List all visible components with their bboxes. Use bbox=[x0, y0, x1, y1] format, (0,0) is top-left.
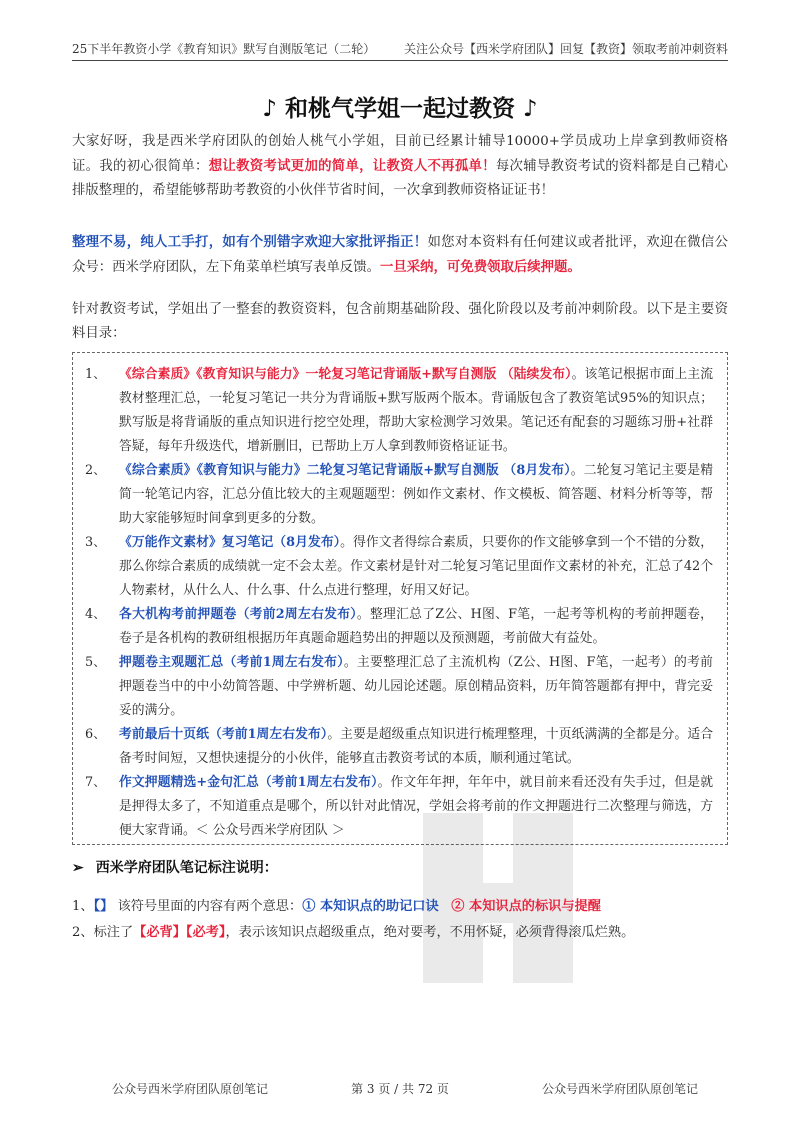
intro-feedback-text: 如您对本资料有任何建议或者批评，欢迎在微信公众号：西米学府团队，左下角菜单栏填写表单反馈。 bbox=[72, 235, 728, 275]
list-item-5 bbox=[85, 651, 713, 723]
tag-must-test: 【必考】 bbox=[185, 925, 226, 940]
list-item-2 bbox=[85, 459, 713, 531]
page-header bbox=[72, 38, 728, 61]
header-left-text: 25下半年教资小学《教育知识》默写自测版笔记（二轮） bbox=[72, 42, 376, 56]
list-description: 。主要整理汇总了主流机构（Z公、H图、F笔，一起考）的考前押题卷当中的中小幼简答题、中学辨析题、幼儿园论述题。原创精品资料，历年简答题都有押中，背完妥妥的满分。 bbox=[119, 655, 713, 718]
list-item-4 bbox=[85, 603, 713, 651]
list-number: 7、 bbox=[85, 775, 106, 790]
list-heading: 各大机构考前押题卷（考前2周左右发布） bbox=[119, 607, 357, 622]
note-line-1 bbox=[72, 896, 728, 918]
list-heading: 《万能作文素材》复习笔记（8月发布） bbox=[119, 535, 341, 550]
list-number: 6、 bbox=[85, 727, 106, 742]
list-number: 1、 bbox=[85, 367, 106, 382]
note-text: 2、标注了 bbox=[72, 925, 134, 940]
list-description: 。二轮复习笔记主要是精简一轮笔记内容，汇总分值比较大的主观题题型：例如作文素材、作文模板、简答题、材料分析等等，帮助大家能够短时间拿到更多的分数。 bbox=[119, 463, 713, 526]
section-heading bbox=[72, 857, 278, 877]
tag-must-memorize: 【必背】 bbox=[133, 925, 186, 940]
list-item-6 bbox=[85, 723, 713, 771]
note-option-1: ① 本知识点的助记口诀 bbox=[302, 899, 439, 914]
list-item-3 bbox=[85, 531, 713, 603]
page-footer bbox=[72, 1080, 728, 1100]
intro-paragraph-2 bbox=[72, 230, 728, 280]
list-heading: 《综合素质》《教育知识与能力》一轮复习笔记背诵版+默写自测版 （陆续发布） bbox=[119, 367, 572, 382]
intro-highlight-red: 想让教资考试更加的简单，让教资人不再孤单！ bbox=[208, 158, 496, 174]
arrow-bullet-icon: ➢ bbox=[72, 860, 84, 876]
note-number: 1、 bbox=[72, 899, 94, 914]
note-option-2: ② 本知识点的标识与提醒 bbox=[451, 899, 601, 914]
footer-right-text: 公众号西米学府团队原创笔记 bbox=[541, 1082, 698, 1096]
note-text-rest: ，表示该知识点超级重点，绝对要考，不用怀疑，必须背得滚瓜烂熟。 bbox=[225, 925, 635, 940]
section-title: 西米学府团队笔记标注说明： bbox=[95, 860, 278, 876]
intro-highlight-blue: 整理不易，纯人工手打，如有个别错字欢迎大家批评指正！ bbox=[72, 234, 428, 250]
footer-left-text: 公众号西米学府团队原创笔记 bbox=[112, 1082, 269, 1096]
note-line-2 bbox=[72, 922, 728, 944]
list-heading: 《综合素质》《教育知识与能力》二轮复习笔记背诵版+默写自测版 （8月发布） bbox=[119, 463, 571, 478]
intro-paragraph-1 bbox=[72, 130, 728, 203]
list-item-7 bbox=[85, 771, 713, 843]
list-description: 。主要是超级重点知识进行梳理整理，十页纸满满的全都是分。适合备考时间短，又想快速提分的小伙伴，能够直击教资考试的本质，顺利通过笔试。 bbox=[119, 727, 714, 766]
list-number: 3、 bbox=[85, 535, 106, 550]
list-description: 。整理汇总了Z公、H图、F笔，一起考等机构的考前押题卷，卷子是各机构的教研组根据历年真题命题趋势出的押题以及预测题，考前做大有益处。 bbox=[119, 607, 713, 646]
note-bracket-symbol: 【】 bbox=[93, 899, 114, 914]
intro-text: 大家好呀，我是西米学府团队的创始人桃气小学姐，目前已经累计辅导10000+学员成功上岸拿到教师资格证。我的初心很简单： bbox=[72, 134, 728, 174]
intro-reward-text: 一旦采纳，可免费领取后续押题。 bbox=[379, 259, 581, 275]
list-description: 。该笔记根据市面上主流教材整理汇总，一轮复习笔记一共分为背诵版+默写版两个版本。背诵版包含了教资笔试95%的知识点；默写版是将背诵版的重点知识进行挖空处理，帮助大家检测学习效果。笔记还有配套的习题练习册+社群答疑，每年升级迭代，增新删旧，已帮助上万人拿到教师资格证证书。 bbox=[119, 367, 713, 454]
list-heading: 作文押题精选+金句汇总（考前1周左右发布） bbox=[119, 775, 378, 790]
page-number: 第 3 页 / 共 72 页 bbox=[351, 1082, 449, 1096]
list-description: 。作文年年押，年年中，就目前来看还没有失手过，但是就是押得太多了，不知道重点是哪个，所以针对此情况，学姐会将考前的作文押题进行二次整理与筛选，方便大家背诵。＜ 公众号西米学府团队 ＞ bbox=[119, 775, 713, 838]
header-right-text: 关注公众号【西米学府团队】回复【教资】领取考前冲刺资料 bbox=[403, 42, 728, 56]
list-number: 4、 bbox=[85, 607, 106, 622]
page-title: ♪ 和桃气学姐一起过教资 ♪ bbox=[262, 95, 538, 122]
list-number: 2、 bbox=[85, 463, 106, 478]
list-heading: 考前最后十页纸（考前1周左右发布） bbox=[119, 727, 328, 742]
intro-paragraph-3: 针对教资考试，学姐出了一整套的教资资料，包含前期基础阶段、强化阶段以及考前冲刺阶段。以下是主要资料目录： bbox=[72, 302, 728, 341]
list-item-1 bbox=[85, 363, 713, 459]
list-description: 。得作文者得综合素质，只要你的作文能够拿到一个不错的分数，那么你综合素质的成绩就一定不会太差。作文素材是针对二轮复习笔记里面作文素材的补充，汇总了42个人物素材，从什么人、什么事、什么点进行整理，好用又好记。 bbox=[119, 535, 714, 598]
intro-text-continued: 每次辅导教资考试的资料都是自己精心排版整理的，希望能够帮助考教资的小伙伴节省时间，一次拿到教师资格证证书！ bbox=[72, 159, 729, 198]
resource-list-box bbox=[72, 352, 728, 845]
list-heading: 押题卷主观题汇总（考前1周左右发布） bbox=[119, 655, 344, 670]
note-text: 该符号里面的内容有两个意思： bbox=[117, 899, 303, 914]
list-number: 5、 bbox=[85, 655, 106, 670]
